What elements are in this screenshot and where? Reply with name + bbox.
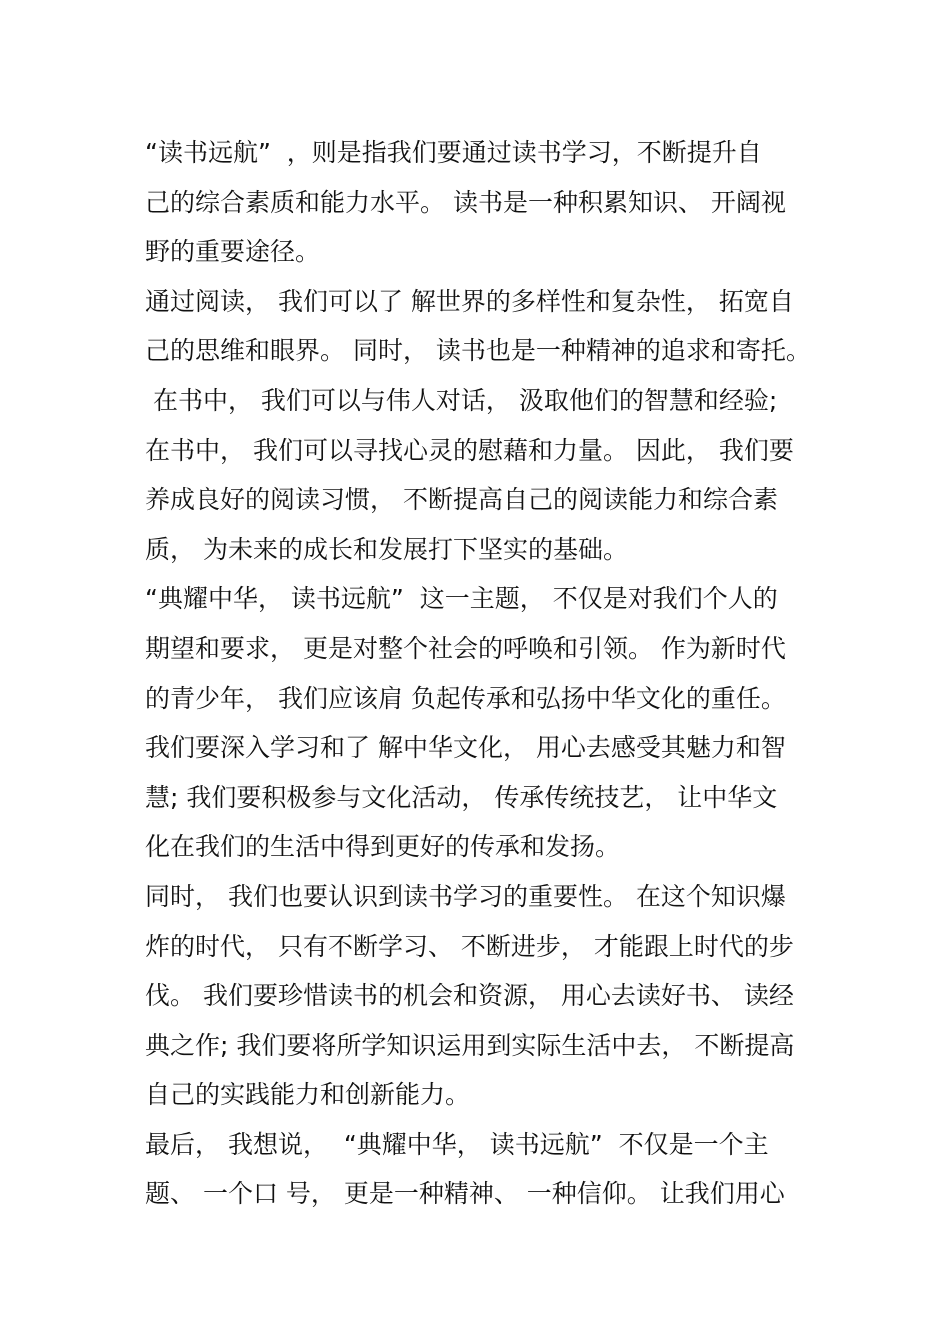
text-line: 最后， 我想说， “典耀中华， 读书远航” 不仅是一个主 [145,1129,769,1159]
text-line: 期望和要求， 更是对整个社会的呼唤和引领。 作为新时代 [145,633,786,663]
text-line: 伐。 我们要珍惜读书的机会和资源， 用心去读好书、 读经 [145,981,794,1011]
text-line: 野的重要途径。 [145,237,321,267]
text-line: 在书中， 我们可以与伟人对话， 汲取他们的智慧和经验; [145,385,778,415]
text-line: 己的综合素质和能力水平。 读书是一种积累知识、 开阔视 [145,187,786,217]
document-body [145,128,825,1219]
text-line: 的青少年， 我们应该肩 负起传承和弘扬中华文化的重任。 [145,683,786,713]
text-line: 自己的实践能力和创新能力。 [145,1080,471,1110]
text-line: 典之作; 我们要将所学知识运用到实际生活中去， 不断提高 [145,1030,795,1060]
text-line: 化在我们的生活中得到更好的传承和发扬。 [145,832,621,862]
text-line: 炸的时代， 只有不断学习、 不断进步， 才能跟上时代的步 [145,931,794,961]
text-line: “典耀中华， 读书远航” 这一主题， 不仅是对我们个人的 [145,584,778,614]
text-line: 质， 为未来的成长和发展打下坚实的基础。 [145,534,628,564]
text-line: 题、 一个口 号， 更是一种精神、 一种信仰。 让我们用心 [145,1179,785,1209]
text-line: 同时， 我们也要认识到读书学习的重要性。 在这个知识爆 [145,881,786,911]
text-line: 通过阅读， 我们可以了 解世界的多样性和复杂性， 拓宽自 [145,286,794,316]
text-line: 我们要深入学习和了 解中华文化， 用心去感受其魅力和智 [145,733,786,763]
text-line: “读书远航” ，则是指我们要通过读书学习，不断提升自 [145,138,762,167]
text-line: 在书中， 我们可以寻找心灵的慰藉和力量。 因此， 我们要 [145,435,794,465]
text-line: 慧; 我们要积极参与文化活动， 传承传统技艺， 让中华文 [145,782,778,812]
text-line: 养成良好的阅读习惯， 不断提高自己的阅读能力和综合素 [145,485,778,515]
text-line: 己的思维和眼界。 同时， 读书也是一种精神的追求和寄托。 [145,336,811,366]
